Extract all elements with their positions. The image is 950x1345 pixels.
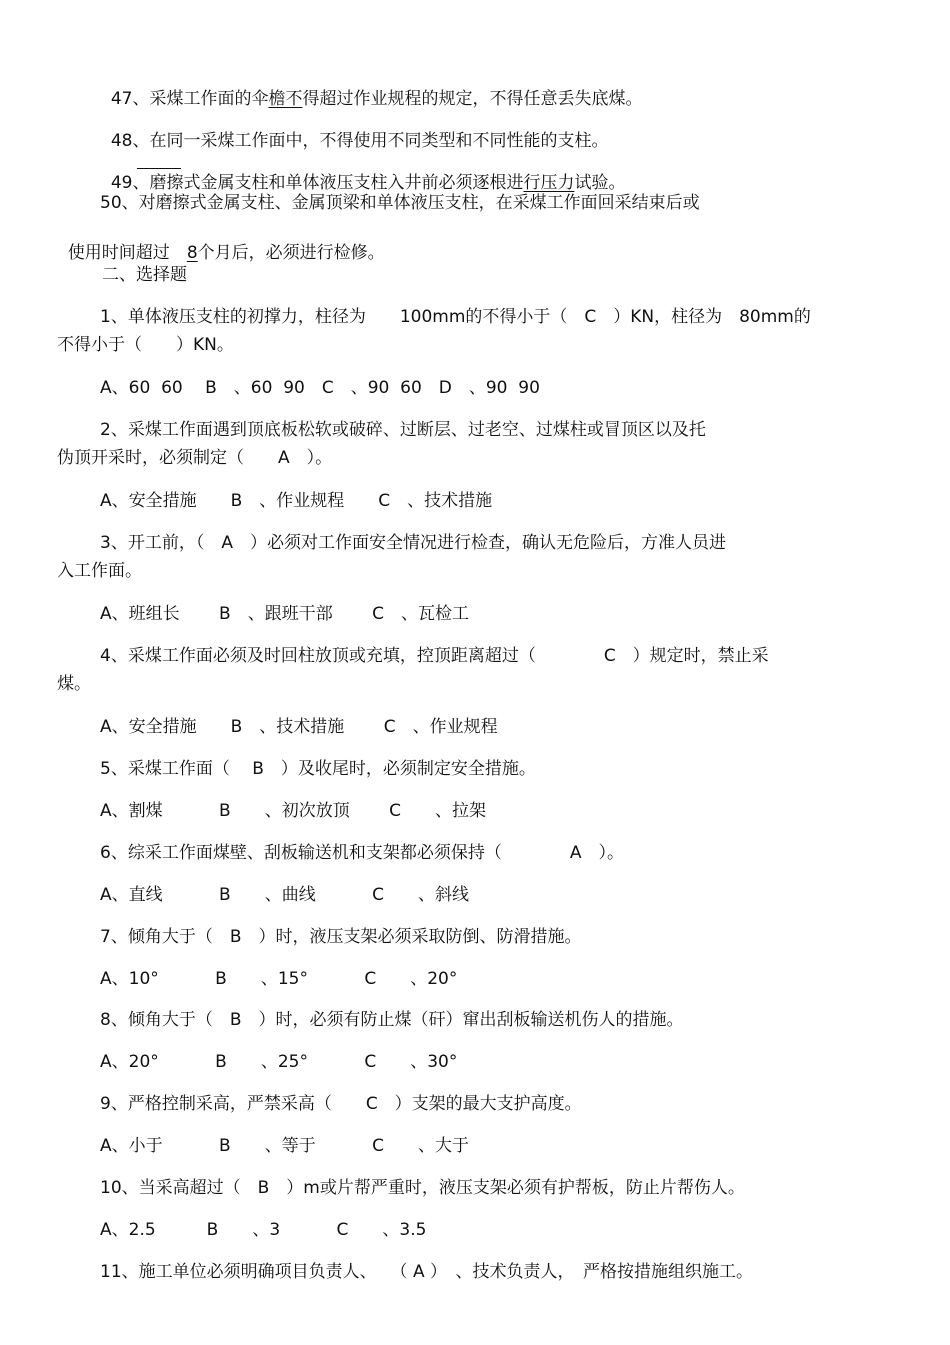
question-50-text-after: 个月后，必须进行检修。 xyxy=(197,243,385,263)
question-50-answer: 8 xyxy=(186,243,198,263)
choice-question-2-line-2: 伪顶开采时，必须制定（ A ）。 xyxy=(57,448,333,468)
choice-question-7-line-1: 7、倾角大于（ B ）时，液压支架必须采取防倒、防滑措施。 xyxy=(100,927,582,947)
choice-question-8-options: A、20° B 、25° C 、30° xyxy=(100,1052,458,1072)
question-49 xyxy=(100,150,625,194)
question-47-text-before: 47、采煤工作面的伞 xyxy=(110,89,269,109)
choice-question-1-line-2: 不得小于（ ）KN。 xyxy=(57,335,234,355)
question-49-text-after: 试验。 xyxy=(574,173,626,193)
question-48-text: 48、在同一采煤工作面中，不得使用不同类型和不同性能的支柱。 xyxy=(110,131,609,151)
choice-question-11-line-1: 11、施工单位必须明确项目负责人、 （ A ） 、技术负责人， 严格按措施组织施工。 xyxy=(100,1262,753,1282)
choice-question-8-line-1: 8、倾角大于（ B ）时，必须有防止煤（矸）窜出刮板输送机伤人的措施。 xyxy=(100,1010,684,1030)
choice-question-1-options: A、60 60 B 、60 90 C 、90 60 D 、90 90 xyxy=(100,378,540,398)
question-50-line-2 xyxy=(57,220,385,264)
choice-question-10-line-1: 10、当采高超过（ B ）m或片帮严重时，液压支架必须有护帮板，防止片帮伤人。 xyxy=(100,1178,745,1198)
choice-question-10-options: A、2.5 B 、3 C 、3.5 xyxy=(100,1220,427,1240)
question-50-text-before: 使用时间超过 xyxy=(67,243,187,263)
choice-question-9-line-1: 9、严格控制采高，严禁采高（ C ）支架的最大支护高度。 xyxy=(100,1094,582,1114)
choice-question-3-line-2: 入工作面。 xyxy=(57,561,142,581)
choice-question-2-line-1: 2、采煤工作面遇到顶底板松软或破碎、过断层、过老空、过煤柱或冒顶区以及托 xyxy=(100,420,706,440)
section-title: 二、选择题 xyxy=(102,265,187,285)
choice-question-3-line-1: 3、开工前，（ A ）必须对工作面安全情况进行检查，确认无危险后，方准人员进 xyxy=(100,533,726,553)
choice-question-4-line-2: 煤。 xyxy=(57,674,91,694)
choice-question-3-options: A、班组长 B 、跟班干部 C 、瓦检工 xyxy=(100,604,469,624)
choice-question-6-line-1: 6、综采工作面煤壁、刮板输送机和支架都必须保持（ A ）。 xyxy=(100,843,624,863)
choice-question-2-options: A、安全措施 B 、作业规程 C 、技术措施 xyxy=(100,491,493,511)
choice-question-7-options: A、10° B 、15° C 、20° xyxy=(100,969,458,989)
choice-question-4-options: A、安全措施 B 、技术措施 C 、作业规程 xyxy=(100,717,498,737)
choice-question-5-line-1: 5、采煤工作面（ B ）及收尾时，必须制定安全措施。 xyxy=(100,759,536,779)
question-50-line-1: 50、对磨擦式金属支柱、金属顶梁和单体液压支柱，在采煤工作面回采结束后或 xyxy=(100,193,700,213)
choice-question-4-line-1: 4、采煤工作面必须及时回柱放顶或充填，控顶距离超过（ C ）规定时，禁止采 xyxy=(100,646,769,666)
choice-question-1-line-1: 1、单体液压支柱的初撑力，柱径为 100mm的不得小于（ C ）KN，柱径为 80mm的 xyxy=(100,307,811,327)
question-47-text-after: 得超过作业规程的规定，不得任意丢失底煤。 xyxy=(302,89,643,109)
choice-question-9-options: A、小于 B 、等于 C 、大于 xyxy=(100,1136,469,1156)
question-47-answer: 檐不 xyxy=(268,89,303,109)
choice-question-6-options: A、直线 B 、曲线 C 、斜线 xyxy=(100,885,469,905)
question-49-answer: 行压力 xyxy=(523,173,575,193)
choice-question-5-options: A、割煤 B 、初次放顶 C 、拉架 xyxy=(100,801,486,821)
question-47 xyxy=(100,66,642,110)
question-49-text-before: 49、磨擦式金属支柱和单体液压支柱入井前必须逐根进 xyxy=(110,173,524,193)
